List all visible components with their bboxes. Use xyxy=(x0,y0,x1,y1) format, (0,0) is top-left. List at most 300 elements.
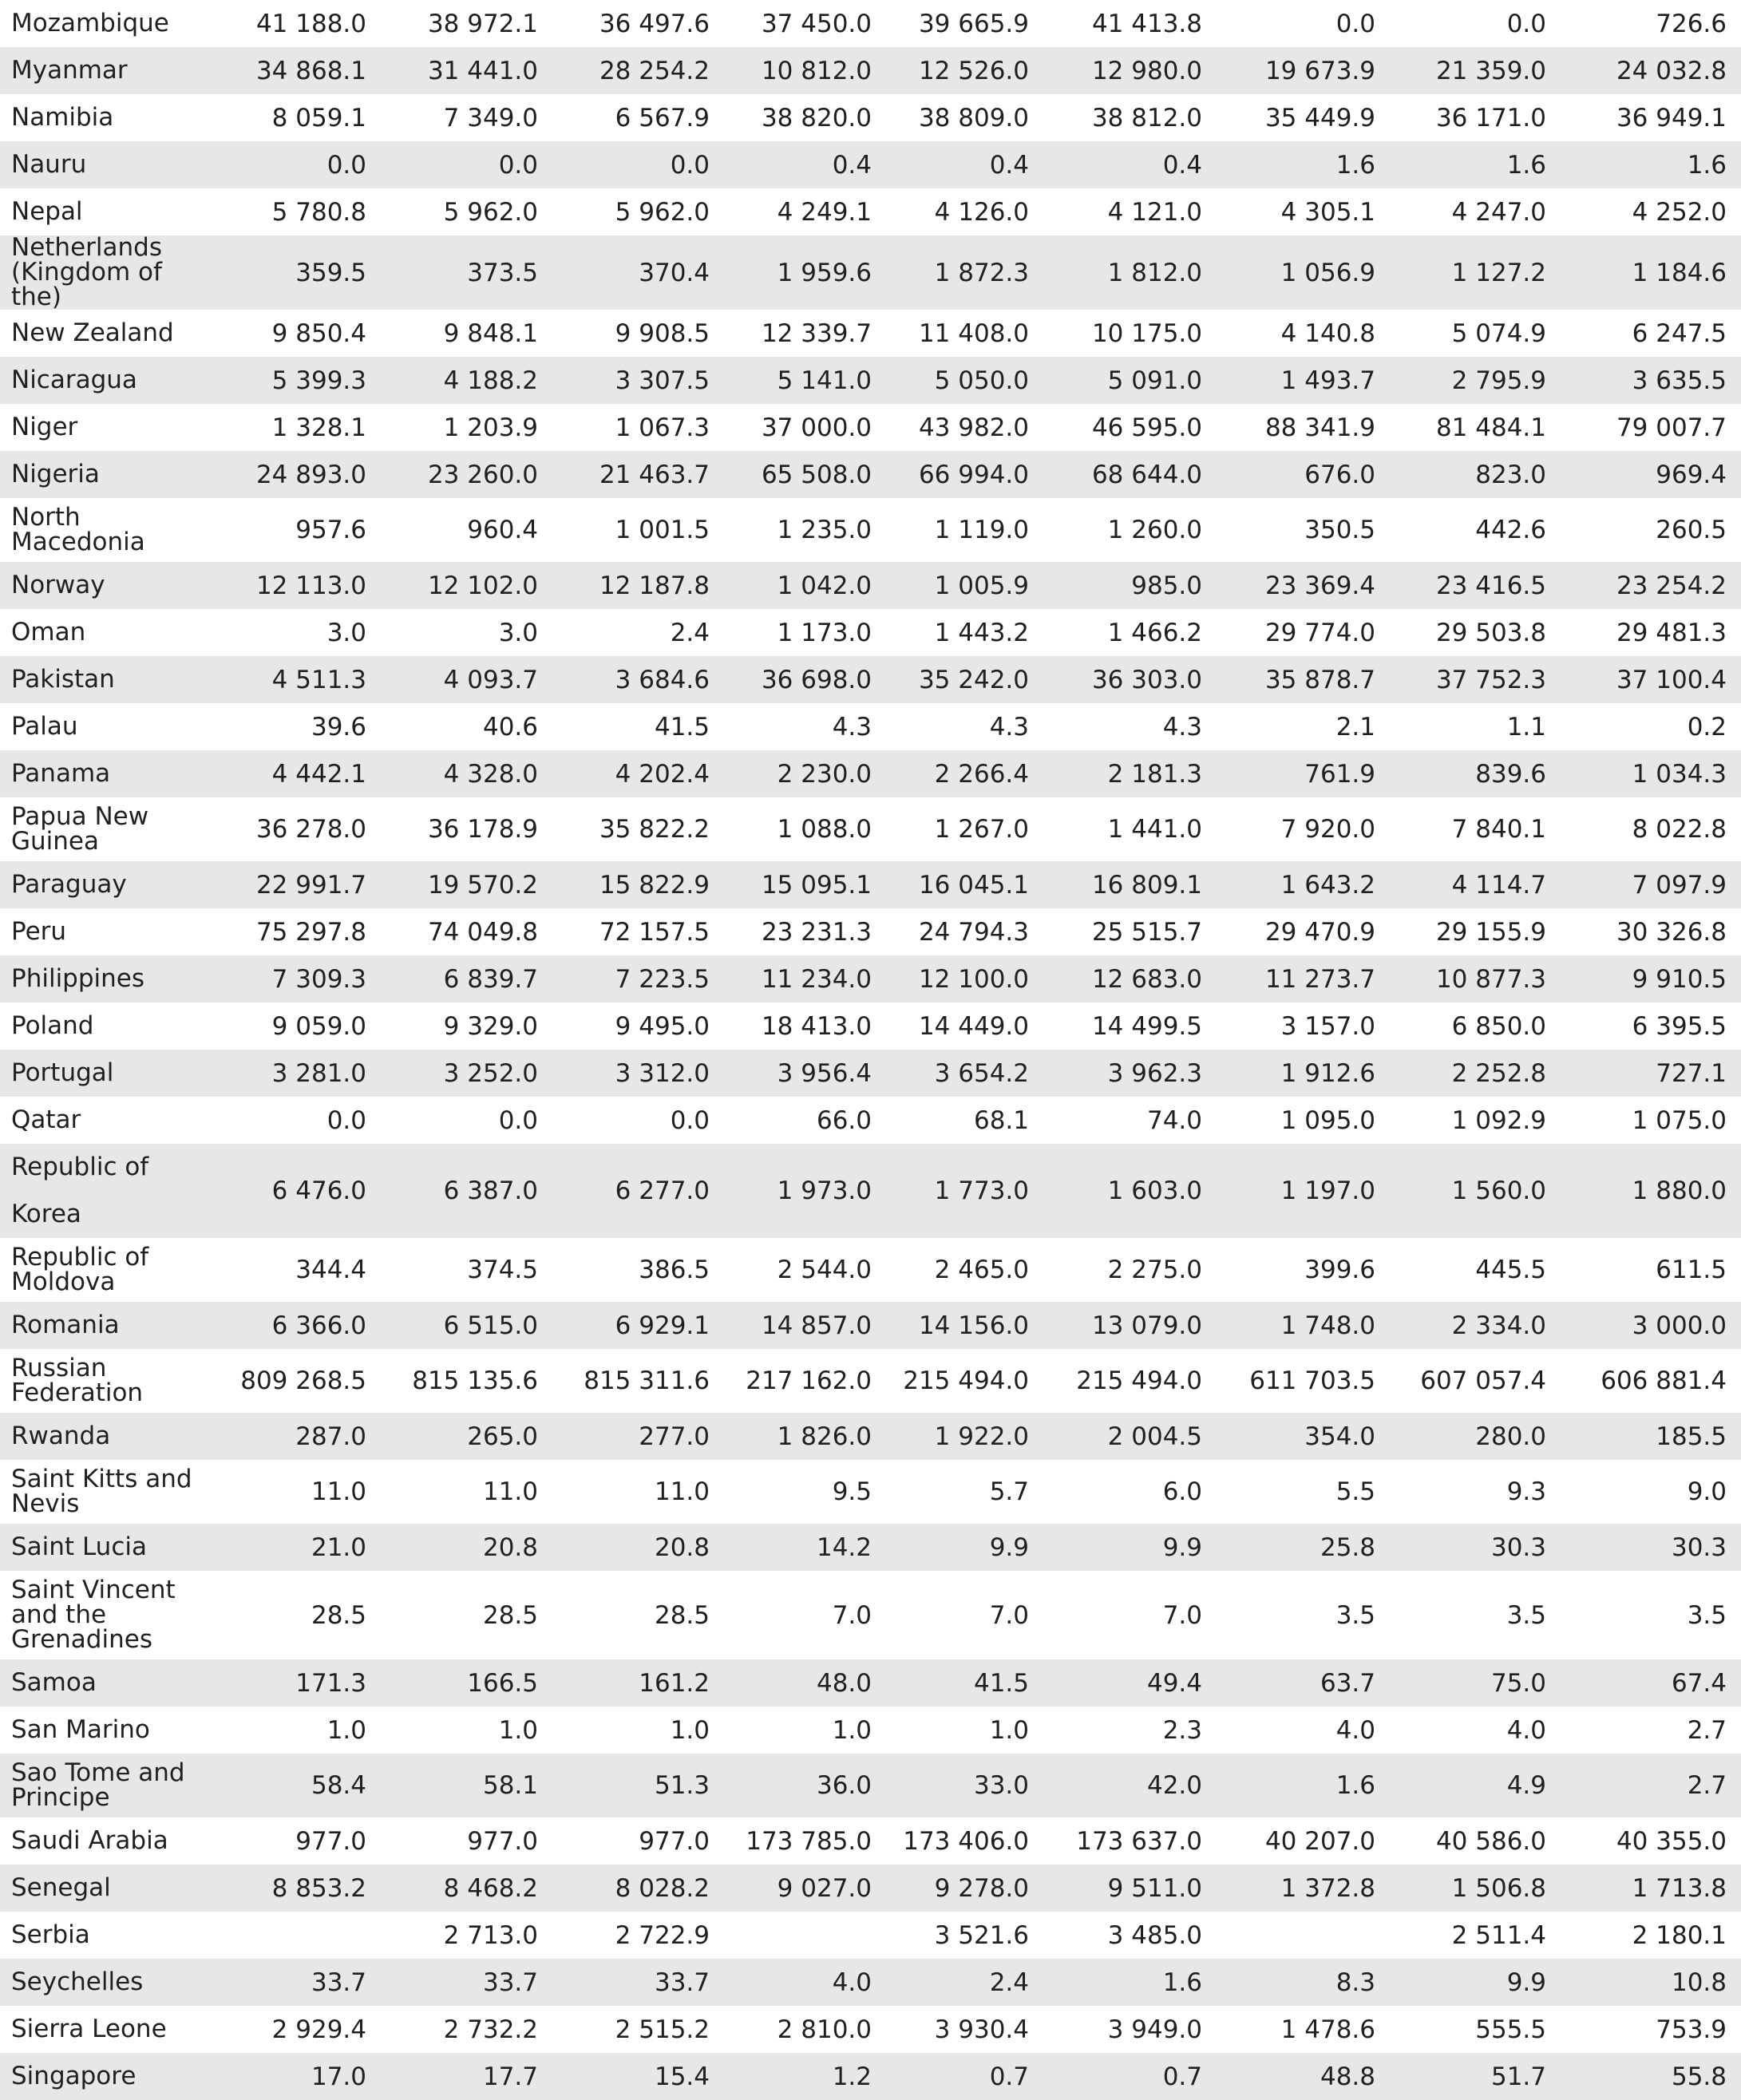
value-cell: 38 972.1 xyxy=(427,9,538,38)
value-cell: 1 056.9 xyxy=(1217,235,1390,310)
value-cell: 28 254.2 xyxy=(552,47,724,94)
country-name-line: Guinea xyxy=(11,827,99,856)
value-cell: 1 092.9 xyxy=(1451,1105,1546,1135)
value-cell: 4 442.1 xyxy=(217,750,381,797)
value-cell: 1 441.0 xyxy=(1107,815,1202,844)
value-cell: 75 297.8 xyxy=(255,917,366,947)
value-cell: 7 097.9 xyxy=(1561,861,1741,908)
table-row xyxy=(0,1817,1741,1865)
value-cell: 17.7 xyxy=(381,2053,552,2100)
value-cell: 9 495.0 xyxy=(615,1011,710,1041)
value-cell: 21.0 xyxy=(217,1524,381,1571)
value-cell: 36 949.1 xyxy=(1616,103,1727,132)
value-cell: 374.5 xyxy=(467,1256,538,1284)
country-name-line: and the xyxy=(11,1600,107,1629)
country-name-line: Samoa xyxy=(11,1668,97,1697)
country-name-line: Sao Tome and xyxy=(11,1758,185,1787)
value-cell: 173 785.0 xyxy=(746,1826,872,1856)
country-name-line: Republic of xyxy=(11,1243,149,1271)
value-cell: 611.5 xyxy=(1656,1256,1727,1284)
value-cell: 6 515.0 xyxy=(381,1302,552,1349)
country-name-line: (Kingdom of the) xyxy=(11,258,162,311)
value-cell: 260.5 xyxy=(1656,516,1727,544)
value-cell: 1 328.1 xyxy=(271,413,366,442)
country-name-line: Principe xyxy=(11,1783,110,1812)
value-cell: 41.5 xyxy=(886,1659,1043,1706)
value-cell: 7.0 xyxy=(989,1600,1029,1630)
value-cell: 33.7 xyxy=(552,1959,724,2006)
value-cell: 3 485.0 xyxy=(1107,1920,1202,1950)
value-cell: 12 113.0 xyxy=(217,562,381,609)
value-cell: 3 930.4 xyxy=(934,2015,1029,2044)
table-row xyxy=(0,562,1741,609)
value-cell: 9.9 xyxy=(886,1524,1043,1571)
table-row xyxy=(0,1238,1741,1302)
value-cell: 21 359.0 xyxy=(1390,47,1561,94)
country-name-cell xyxy=(0,955,217,1003)
value-cell: 16 045.1 xyxy=(886,861,1043,908)
value-cell: 1 088.0 xyxy=(777,815,872,844)
table-row xyxy=(0,404,1741,451)
country-name-cell xyxy=(0,404,217,451)
value-cell: 957.6 xyxy=(295,516,366,544)
country-name-line: Palau xyxy=(11,712,78,741)
table-row xyxy=(0,908,1741,955)
country-name-line: Romania xyxy=(11,1311,120,1339)
value-cell: 12 100.0 xyxy=(886,955,1043,1003)
country-name-line: Philippines xyxy=(11,964,145,993)
value-cell: 5 050.0 xyxy=(886,357,1043,404)
value-cell: 166.5 xyxy=(381,1659,552,1706)
value-cell: 30.3 xyxy=(1390,1524,1561,1571)
value-cell: 58.4 xyxy=(217,1754,381,1817)
value-cell: 1 197.0 xyxy=(1217,1144,1390,1238)
country-name-cell xyxy=(0,1959,217,2006)
value-cell: 9 027.0 xyxy=(724,1865,886,1912)
value-cell: 445.5 xyxy=(1475,1256,1546,1284)
value-cell: 15.4 xyxy=(552,2053,724,2100)
value-cell: 20.8 xyxy=(381,1524,552,1571)
value-cell: 4.0 xyxy=(724,1959,886,2006)
value-cell: 24 032.8 xyxy=(1561,47,1741,94)
value-cell: 1 260.0 xyxy=(1107,516,1202,544)
value-cell: 4 114.7 xyxy=(1390,861,1561,908)
value-cell: 1 973.0 xyxy=(724,1144,886,1238)
value-cell xyxy=(217,1912,381,1959)
value-cell: 9 910.5 xyxy=(1561,955,1741,1003)
value-cell: 29 470.9 xyxy=(1264,917,1375,947)
country-name-cell xyxy=(0,861,217,908)
value-cell: 0.0 xyxy=(552,141,724,188)
country-name-cell xyxy=(0,47,217,94)
value-cell: 14 499.5 xyxy=(1091,1011,1202,1041)
value-cell: 1 643.2 xyxy=(1217,861,1390,908)
country-name-line: New Zealand xyxy=(11,318,174,347)
country-name-line: Serbia xyxy=(11,1920,90,1949)
value-cell: 6 476.0 xyxy=(217,1144,381,1238)
value-cell: 35 449.9 xyxy=(1264,103,1375,132)
value-cell: 65 508.0 xyxy=(724,451,886,498)
country-name-line: Rwanda xyxy=(11,1422,111,1450)
country-name-cell xyxy=(0,703,217,750)
value-cell: 30.3 xyxy=(1561,1524,1741,1571)
table-row xyxy=(0,1413,1741,1460)
value-cell: 72 157.5 xyxy=(599,917,710,947)
value-cell: 399.6 xyxy=(1304,1256,1375,1284)
value-cell: 1 095.0 xyxy=(1280,1105,1375,1135)
country-name-cell xyxy=(0,498,217,562)
value-cell: 1 466.2 xyxy=(1107,618,1202,647)
country-name-cell xyxy=(0,2006,217,2053)
value-cell: 58.1 xyxy=(381,1754,552,1817)
country-name-line: Saudi Arabia xyxy=(11,1826,168,1855)
value-cell: 4.9 xyxy=(1390,1754,1561,1817)
value-cell: 37 450.0 xyxy=(761,9,872,38)
value-cell: 0.4 xyxy=(886,141,1043,188)
value-cell: 2 334.0 xyxy=(1390,1302,1561,1349)
value-cell: 23 231.3 xyxy=(761,917,872,947)
table-row xyxy=(0,1754,1741,1817)
value-cell: 3 949.0 xyxy=(1107,2015,1202,2044)
value-cell: 0.0 xyxy=(381,141,552,188)
value-cell: 9.9 xyxy=(1043,1524,1217,1571)
value-cell: 0.0 xyxy=(670,1105,710,1135)
value-cell: 11 408.0 xyxy=(918,318,1029,348)
value-cell: 11.0 xyxy=(482,1477,538,1506)
country-name-line: San Marino xyxy=(11,1715,150,1744)
value-cell: 607 057.4 xyxy=(1420,1366,1546,1395)
value-cell: 55.8 xyxy=(1561,2053,1741,2100)
value-cell: 173 406.0 xyxy=(903,1826,1029,1856)
value-cell: 48.8 xyxy=(1217,2053,1390,2100)
table-row xyxy=(0,0,1741,47)
country-name-cell xyxy=(0,141,217,188)
value-cell: 8 853.2 xyxy=(217,1865,381,1912)
value-cell: 29 503.8 xyxy=(1435,618,1546,647)
value-cell: 36 178.9 xyxy=(427,815,538,844)
value-cell: 969.4 xyxy=(1561,451,1741,498)
value-cell: 1.6 xyxy=(1217,141,1390,188)
value-cell: 4.3 xyxy=(832,712,872,742)
value-cell: 0.0 xyxy=(326,1105,366,1135)
value-cell: 36 303.0 xyxy=(1043,656,1217,703)
value-cell: 2 544.0 xyxy=(777,1256,872,1284)
value-cell: 4 247.0 xyxy=(1451,197,1546,227)
value-cell: 9.3 xyxy=(1506,1477,1546,1506)
value-cell: 1 042.0 xyxy=(724,562,886,609)
country-name-cell xyxy=(0,656,217,703)
value-cell: 51.7 xyxy=(1390,2053,1561,2100)
value-cell: 5 074.9 xyxy=(1451,318,1546,348)
value-cell: 4 121.0 xyxy=(1107,197,1202,227)
value-cell: 2 180.1 xyxy=(1632,1920,1727,1950)
value-cell: 386.5 xyxy=(639,1256,710,1284)
value-cell: 12 339.7 xyxy=(761,318,872,348)
value-cell: 6 850.0 xyxy=(1451,1011,1546,1041)
country-name-line: Pakistan xyxy=(11,665,115,694)
value-cell: 28.5 xyxy=(482,1600,538,1630)
value-cell: 1 119.0 xyxy=(934,516,1029,544)
value-cell: 1 493.7 xyxy=(1217,357,1390,404)
country-name-cell xyxy=(0,1754,217,1817)
value-cell: 1.6 xyxy=(1390,141,1561,188)
value-cell: 40.6 xyxy=(482,712,538,742)
value-cell: 33.7 xyxy=(381,1959,552,2006)
table-row xyxy=(0,235,1741,310)
value-cell: 4 202.4 xyxy=(552,750,724,797)
table-row xyxy=(0,1706,1741,1754)
country-name-cell xyxy=(0,750,217,797)
value-cell: 2.3 xyxy=(1162,1715,1202,1745)
value-cell: 4.0 xyxy=(1335,1715,1375,1745)
country-name-line: Russian xyxy=(11,1354,107,1382)
value-cell: 217 162.0 xyxy=(746,1366,872,1395)
country-name-line: Singapore xyxy=(11,2062,137,2090)
value-cell: 88 341.9 xyxy=(1264,413,1375,442)
value-cell: 0.0 xyxy=(1506,9,1546,38)
value-cell: 6 567.9 xyxy=(615,103,710,132)
value-cell: 4 140.8 xyxy=(1280,318,1375,348)
value-cell: 9 848.1 xyxy=(443,318,538,348)
value-cell: 36 698.0 xyxy=(724,656,886,703)
value-cell: 4 305.1 xyxy=(1280,197,1375,227)
value-cell: 1.0 xyxy=(989,1715,1029,1745)
value-cell: 29 774.0 xyxy=(1264,618,1375,647)
country-name-line: Nauru xyxy=(11,150,87,179)
value-cell: 19 673.9 xyxy=(1217,47,1390,94)
value-cell: 23 260.0 xyxy=(381,451,552,498)
value-cell: 4.3 xyxy=(989,712,1029,742)
country-name-line: Saint Kitts and xyxy=(11,1465,192,1493)
value-cell: 20.8 xyxy=(552,1524,724,1571)
value-cell: 2 515.2 xyxy=(615,2015,710,2044)
value-cell: 2 181.3 xyxy=(1043,750,1217,797)
value-cell: 23 369.4 xyxy=(1217,562,1390,609)
value-cell: 2 465.0 xyxy=(934,1256,1029,1284)
table-row xyxy=(0,797,1741,861)
value-cell: 2 722.9 xyxy=(615,1920,710,1950)
value-cell: 1 506.8 xyxy=(1390,1865,1561,1912)
value-cell: 985.0 xyxy=(1043,562,1217,609)
table-row xyxy=(0,955,1741,1003)
value-cell: 359.5 xyxy=(217,235,381,310)
value-cell: 753.9 xyxy=(1656,2015,1727,2044)
value-cell: 19 570.2 xyxy=(381,861,552,908)
value-cell: 5 962.0 xyxy=(443,197,538,227)
country-name-line: Nicaragua xyxy=(11,366,137,394)
value-cell: 2 511.4 xyxy=(1451,1920,1546,1950)
value-cell: 5 141.0 xyxy=(724,357,886,404)
value-cell: 2.7 xyxy=(1561,1754,1741,1817)
value-cell: 2.4 xyxy=(670,618,710,647)
country-name-line: Moldova xyxy=(11,1268,116,1296)
value-cell: 287.0 xyxy=(217,1413,381,1460)
value-cell xyxy=(1217,1912,1390,1959)
value-cell: 4 252.0 xyxy=(1632,197,1727,227)
value-cell: 21 463.7 xyxy=(552,451,724,498)
country-name-line: Oman xyxy=(11,618,86,647)
value-cell: 2 252.8 xyxy=(1390,1050,1561,1097)
country-name-line: Portugal xyxy=(11,1058,114,1087)
value-cell: 960.4 xyxy=(467,516,538,544)
country-name-line: Niger xyxy=(11,413,78,441)
value-cell: 977.0 xyxy=(467,1826,538,1856)
value-cell: 7 920.0 xyxy=(1280,815,1375,844)
value-cell: 0.7 xyxy=(1043,2053,1217,2100)
value-cell: 726.6 xyxy=(1656,9,1727,38)
table-row xyxy=(0,1144,1741,1238)
value-cell: 1 880.0 xyxy=(1561,1144,1741,1238)
value-cell: 8 022.8 xyxy=(1632,815,1727,844)
value-cell: 66.0 xyxy=(816,1105,872,1135)
country-name-line: Nigeria xyxy=(11,460,100,488)
value-cell: 4.3 xyxy=(1162,712,1202,742)
table-row xyxy=(0,188,1741,235)
value-cell: 12 187.8 xyxy=(552,562,724,609)
value-cell: 1 203.9 xyxy=(443,413,538,442)
value-cell: 0.0 xyxy=(217,141,381,188)
value-cell: 41 188.0 xyxy=(255,9,366,38)
country-name-line: Myanmar xyxy=(11,56,128,85)
value-cell: 37 000.0 xyxy=(761,413,872,442)
table-row xyxy=(0,609,1741,656)
value-cell: 1 075.0 xyxy=(1632,1105,1727,1135)
value-cell: 761.9 xyxy=(1217,750,1390,797)
value-cell: 24 794.3 xyxy=(918,917,1029,947)
country-name-cell xyxy=(0,1460,217,1524)
country-name-cell xyxy=(0,451,217,498)
value-cell: 3 654.2 xyxy=(886,1050,1043,1097)
value-cell: 344.4 xyxy=(295,1256,366,1284)
table-row xyxy=(0,141,1741,188)
value-cell: 1 005.9 xyxy=(886,562,1043,609)
value-cell: 3 521.6 xyxy=(934,1920,1029,1950)
value-cell: 2 275.0 xyxy=(1107,1256,1202,1284)
value-cell: 14 156.0 xyxy=(886,1302,1043,1349)
country-name-cell xyxy=(0,357,217,404)
table-row xyxy=(0,1302,1741,1349)
country-name-line: Norway xyxy=(11,571,105,599)
country-name-cell xyxy=(0,1144,217,1238)
table-row xyxy=(0,2006,1741,2053)
value-cell: 676.0 xyxy=(1217,451,1390,498)
value-cell: 15 822.9 xyxy=(552,861,724,908)
value-cell: 66 994.0 xyxy=(886,451,1043,498)
value-cell: 0.2 xyxy=(1687,712,1727,742)
country-name-cell xyxy=(0,1912,217,1959)
country-name-cell xyxy=(0,1706,217,1754)
value-cell: 1 127.2 xyxy=(1390,235,1561,310)
value-cell: 1 443.2 xyxy=(934,618,1029,647)
value-cell: 809 268.5 xyxy=(240,1366,366,1395)
table-row xyxy=(0,1659,1741,1706)
value-cell: 41 413.8 xyxy=(1091,9,1202,38)
value-cell: 1.0 xyxy=(670,1715,710,1745)
country-name-cell xyxy=(0,1003,217,1050)
table-row xyxy=(0,451,1741,498)
value-cell: 1 826.0 xyxy=(724,1413,886,1460)
country-name-cell xyxy=(0,1524,217,1571)
country-name-line: Republic of Korea xyxy=(11,1153,149,1228)
country-name-line: Sierra Leone xyxy=(11,2015,167,2043)
value-cell: 10 175.0 xyxy=(1091,318,1202,348)
table-row xyxy=(0,1912,1741,1959)
table-row xyxy=(0,656,1741,703)
table-row xyxy=(0,2053,1741,2100)
country-name-cell xyxy=(0,1571,217,1659)
value-cell: 3 281.0 xyxy=(217,1050,381,1097)
value-cell: 28.5 xyxy=(311,1600,366,1630)
value-cell: 2 929.4 xyxy=(271,2015,366,2044)
table-row xyxy=(0,94,1741,141)
country-name-line: Netherlands xyxy=(11,233,162,262)
value-cell: 4 188.2 xyxy=(381,357,552,404)
value-cell: 727.1 xyxy=(1561,1050,1741,1097)
value-cell: 39.6 xyxy=(311,712,366,742)
value-cell: 46 595.0 xyxy=(1091,413,1202,442)
country-name-cell xyxy=(0,1302,217,1349)
value-cell: 442.6 xyxy=(1475,516,1546,544)
value-cell: 373.5 xyxy=(381,235,552,310)
value-cell: 7 309.3 xyxy=(217,955,381,1003)
value-cell: 38 812.0 xyxy=(1091,103,1202,132)
value-cell xyxy=(724,1912,886,1959)
value-cell: 6.0 xyxy=(1162,1477,1202,1506)
country-name-cell xyxy=(0,908,217,955)
value-cell: 977.0 xyxy=(639,1826,710,1856)
value-cell: 1.0 xyxy=(498,1715,538,1745)
country-name-line: Macedonia xyxy=(11,528,145,556)
country-name-cell xyxy=(0,797,217,861)
value-cell: 354.0 xyxy=(1217,1413,1390,1460)
value-cell: 7.0 xyxy=(832,1600,872,1630)
country-name-cell xyxy=(0,1413,217,1460)
country-name-line: Saint Vincent xyxy=(11,1576,176,1604)
value-cell: 14 857.0 xyxy=(724,1302,886,1349)
table-row xyxy=(0,47,1741,94)
value-cell: 18 413.0 xyxy=(761,1011,872,1041)
value-cell: 75.0 xyxy=(1390,1659,1561,1706)
table-row xyxy=(0,498,1741,562)
country-name-line: Nepal xyxy=(11,197,83,226)
table-row xyxy=(0,1460,1741,1524)
country-name-line: Federation xyxy=(11,1378,144,1407)
value-cell: 12 102.0 xyxy=(381,562,552,609)
value-cell: 37 100.4 xyxy=(1561,656,1741,703)
country-name-line: Papua New xyxy=(11,802,149,831)
value-cell: 161.2 xyxy=(552,1659,724,1706)
value-cell: 1.6 xyxy=(1561,141,1741,188)
value-cell: 7 840.1 xyxy=(1451,815,1546,844)
table-row xyxy=(0,1959,1741,2006)
country-name-line: Peru xyxy=(11,917,67,946)
value-cell: 1.1 xyxy=(1506,712,1546,742)
value-cell: 16 809.1 xyxy=(1043,861,1217,908)
value-cell: 3 307.5 xyxy=(552,357,724,404)
value-cell: 5 399.3 xyxy=(217,357,381,404)
value-cell: 36 171.0 xyxy=(1435,103,1546,132)
country-name-cell xyxy=(0,562,217,609)
table-row xyxy=(0,750,1741,797)
value-cell: 5 780.8 xyxy=(271,197,366,227)
value-cell: 36 497.6 xyxy=(599,9,710,38)
country-name-line: Senegal xyxy=(11,1873,111,1902)
value-cell: 3 157.0 xyxy=(1280,1011,1375,1041)
country-name-line: Saint Lucia xyxy=(11,1532,147,1561)
country-name-cell xyxy=(0,1817,217,1865)
value-cell: 977.0 xyxy=(295,1826,366,1856)
value-cell: 9 059.0 xyxy=(271,1011,366,1041)
